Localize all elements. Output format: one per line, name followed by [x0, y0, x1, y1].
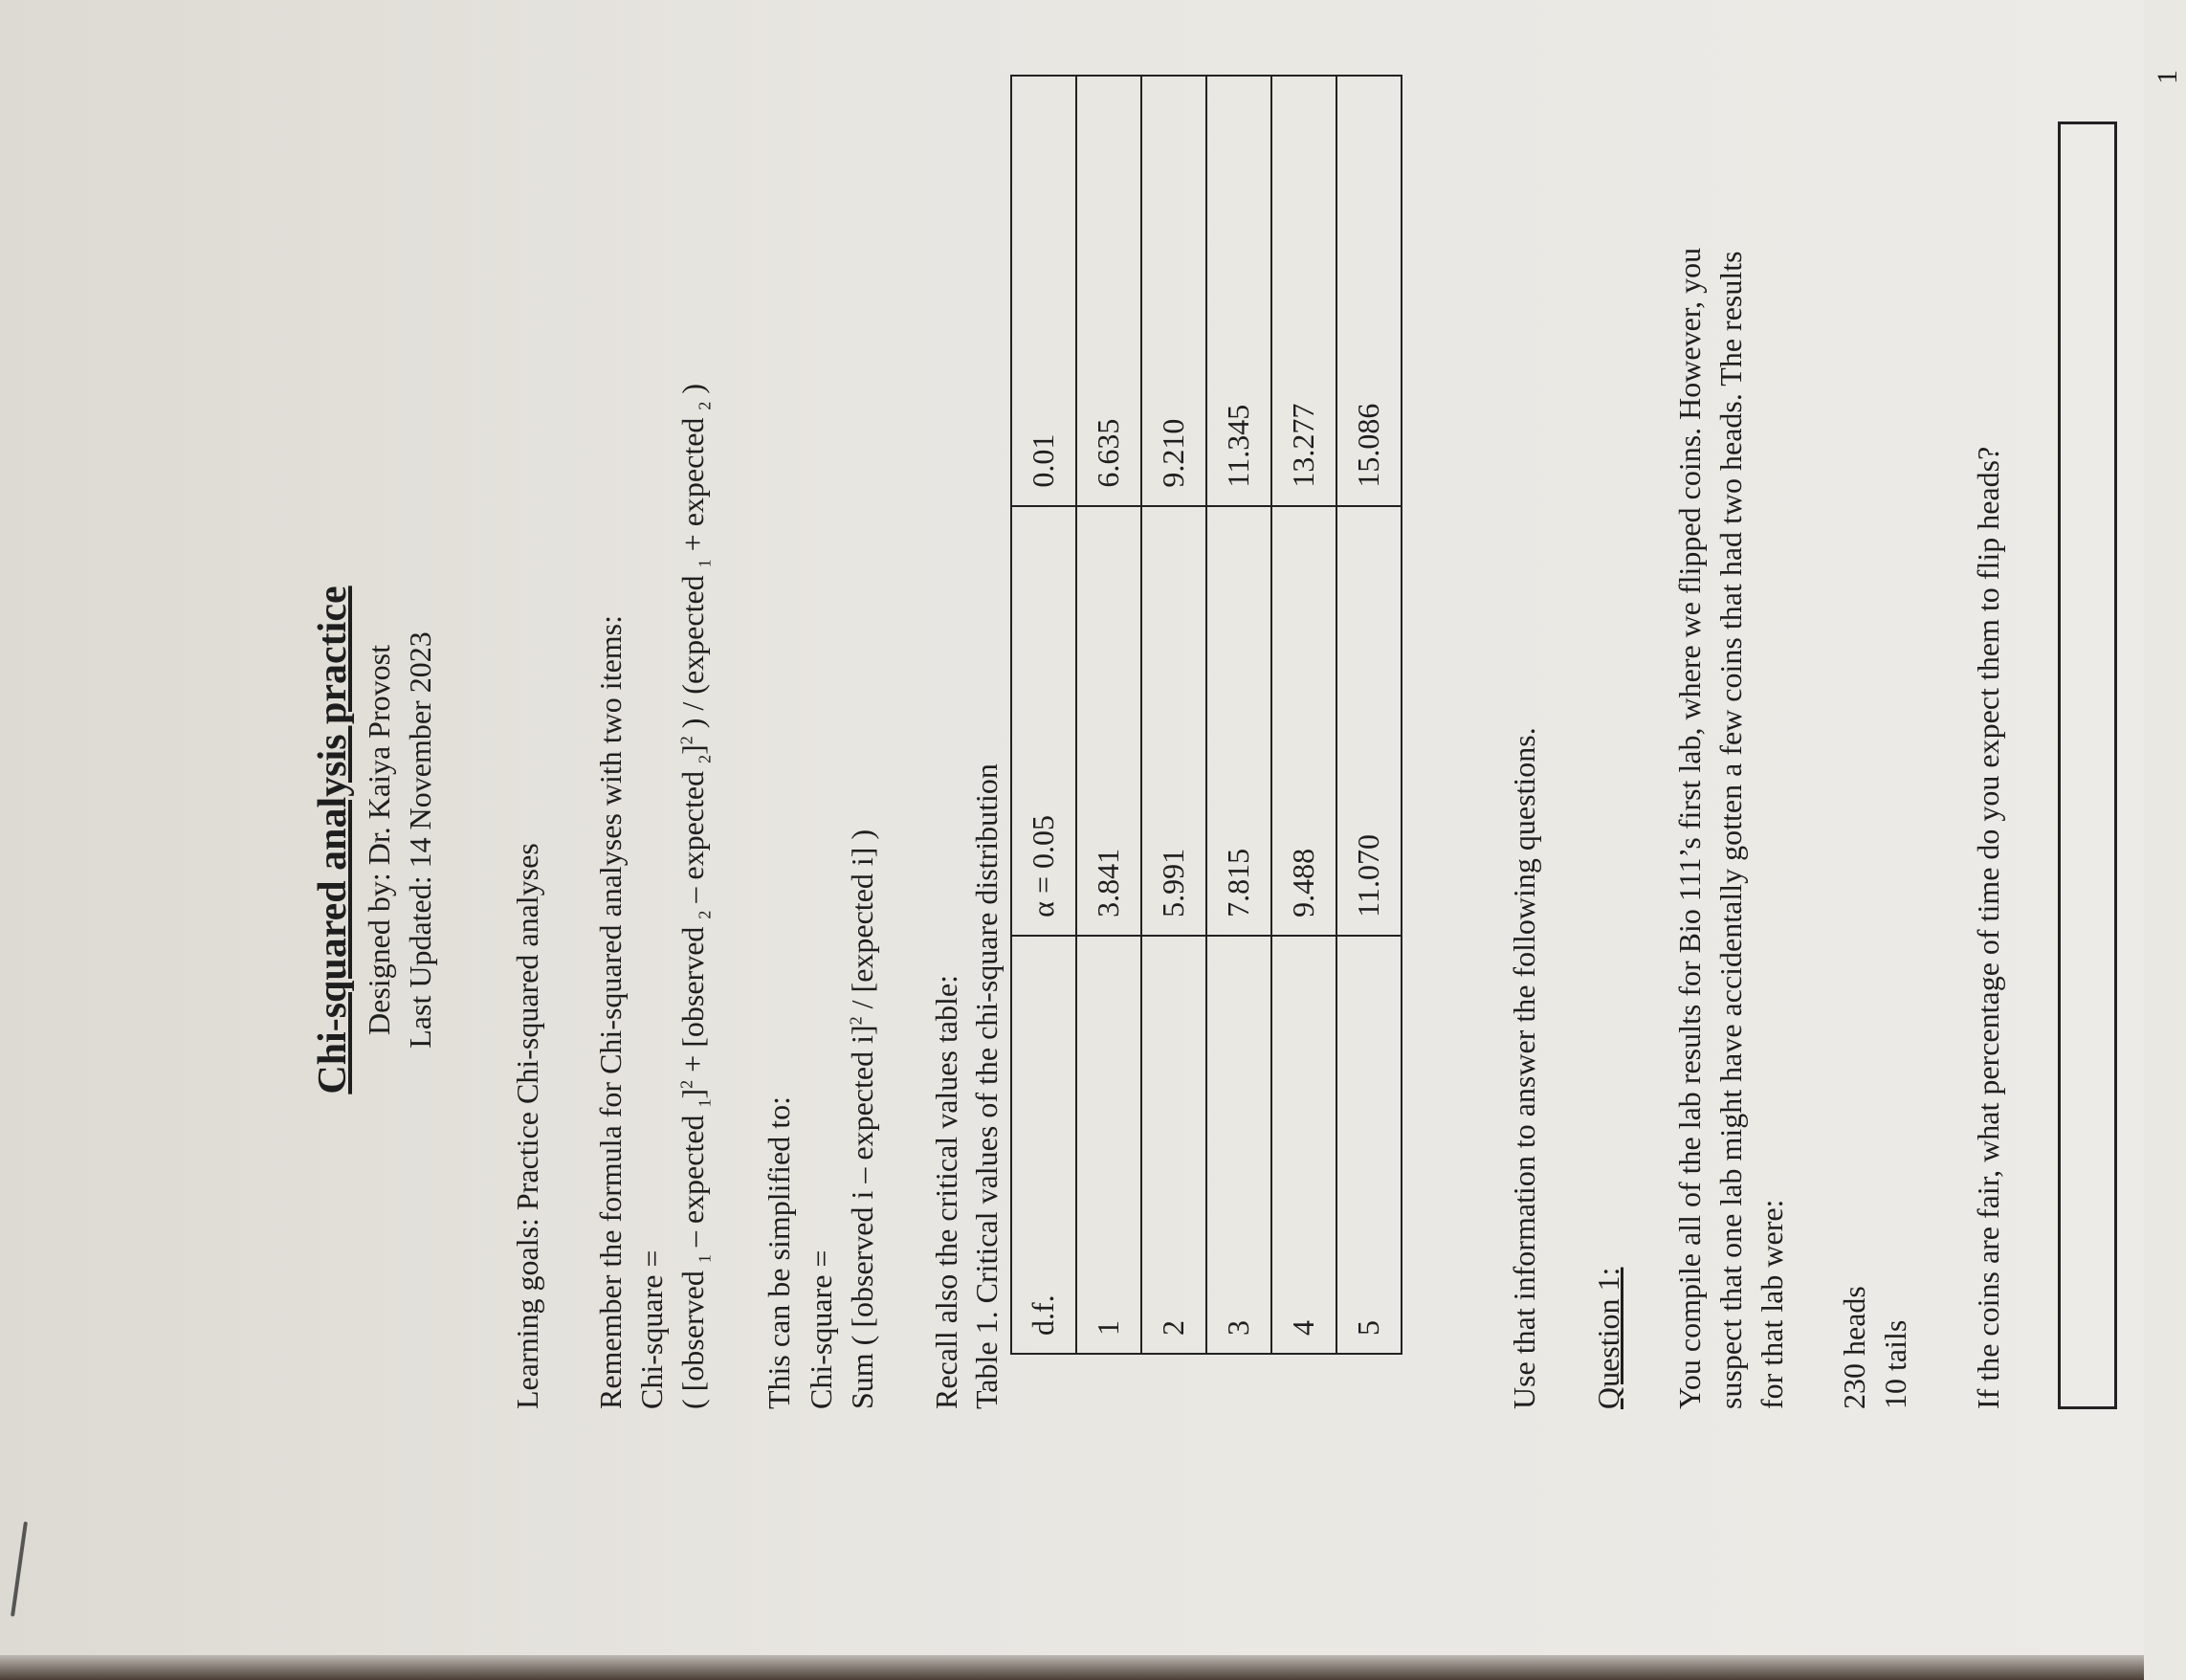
recall-text: Recall also the critical values table:: [928, 974, 963, 1409]
question-1-line: suspect that one lab might have accidentally gotten a few coins that had two heads. The results: [1712, 251, 1748, 1409]
page-title: Chi-squared analysis practice: [310, 586, 355, 1094]
header-cell: α = 0.05: [1011, 506, 1076, 936]
formula-intro: Remember the formula for Chi-squared analyses with two items:: [592, 614, 628, 1409]
learning-goals: Learning goals: Practice Chi-squared analyses: [509, 843, 544, 1409]
last-updated: Last Updated: 14 November 2023: [402, 631, 437, 1049]
table-caption: Table 1. Critical values of the chi-square distribution: [968, 763, 1004, 1409]
simplified-formula: Sum ( [observed i – expected i]$^2$ / [expected i] ): [844, 829, 879, 1409]
table-cell: 3: [1206, 936, 1271, 1354]
page-number: 1: [2151, 70, 2183, 84]
table-cell: 15.086: [1336, 76, 1402, 506]
table-row: [1271, 76, 1336, 1354]
chi-square-label-2: Chi-square =: [803, 1249, 838, 1409]
chi-square-formula: ( [observed $_1$ – expected $_1$]$^2$ + [observed $_2$ – expected $_2$]$^2$ ) / (expected $_1$ + expected $_2$ ): [674, 383, 714, 1409]
table-cell: 13.277: [1271, 76, 1336, 506]
table-cell: 9.488: [1271, 506, 1336, 936]
table-cell: 7.815: [1206, 506, 1271, 936]
critical-values-table: [1010, 75, 1402, 1355]
table-row: [1076, 76, 1141, 1354]
edge-shadow: [0, 1655, 2144, 1680]
table-cell: 9.210: [1141, 76, 1206, 506]
table-cell: 5.991: [1141, 506, 1206, 936]
question-1-line: You compile all of the lab results for Bio 111’s first lab, where we flipped coins. However, you: [1671, 247, 1707, 1409]
header-cell: d.f.: [1011, 936, 1076, 1354]
simplified-intro: This can be simplified to:: [761, 1095, 796, 1409]
question-1-heading: Question 1:: [1590, 1267, 1625, 1409]
question-1-line: for that lab were:: [1754, 1199, 1789, 1409]
table-row: [1336, 76, 1402, 1354]
header-cell: 0.01: [1011, 76, 1076, 506]
table-cell: 4: [1271, 936, 1336, 1354]
answer-box[interactable]: [2058, 122, 2117, 1409]
document-page: [116, 70, 2183, 1605]
table-cell: 1: [1076, 936, 1141, 1354]
use-info-text: Use that information to answer the following questions.: [1506, 727, 1541, 1409]
table-cell: 3.841: [1076, 506, 1141, 936]
table-cell: 2: [1141, 936, 1206, 1354]
table-cell: 5: [1336, 936, 1402, 1354]
result-heads: 230 heads: [1836, 1286, 1871, 1409]
chi-square-label: Chi-square =: [633, 1249, 669, 1409]
question-prompt: If the coins are fair, what percentage of time do you expect them to flip heads?: [1970, 446, 2005, 1409]
table-row: [1141, 76, 1206, 1354]
table-cell: 11.070: [1336, 506, 1402, 936]
designed-by: Designed by: Dr. Kaiya Provost: [361, 645, 396, 1035]
table-cell: 6.635: [1076, 76, 1141, 506]
result-tails: 10 tails: [1877, 1319, 1912, 1409]
table-header-row: [1011, 76, 1076, 1354]
table-cell: 11.345: [1206, 76, 1271, 506]
table-row: [1206, 76, 1271, 1354]
